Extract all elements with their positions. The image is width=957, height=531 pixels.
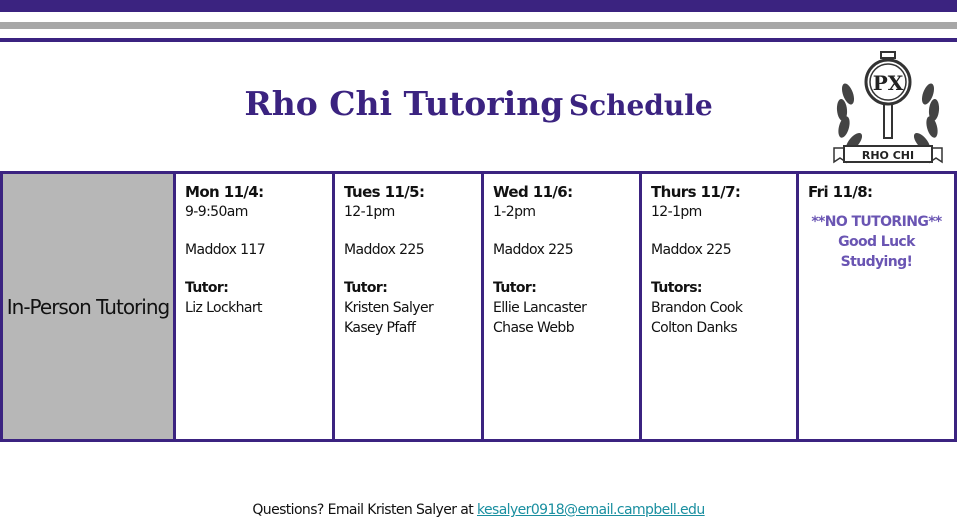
tutor-name: Chase Webb bbox=[493, 320, 574, 336]
logo-monogram: PX bbox=[872, 71, 904, 95]
tutor-name: Kristen Salyer bbox=[344, 300, 434, 316]
day-label: Wed 11/6: bbox=[493, 183, 573, 201]
top-thin-purple-bar bbox=[0, 38, 957, 42]
day-label: Fri 11/8: bbox=[808, 183, 873, 201]
room-label: Maddox 225 bbox=[493, 242, 574, 258]
room-label: Maddox 225 bbox=[651, 242, 732, 258]
time-label: 12-1pm bbox=[344, 204, 395, 220]
tutor-heading: Tutor: bbox=[344, 280, 388, 296]
day-cell-wed bbox=[484, 174, 642, 439]
page-title bbox=[0, 84, 957, 123]
room-label: Maddox 225 bbox=[344, 242, 425, 258]
rho-chi-logo bbox=[826, 44, 950, 168]
tutor-name: Colton Danks bbox=[651, 320, 738, 336]
tutor-name: Liz Lockhart bbox=[185, 300, 262, 316]
day-cell-tue bbox=[335, 174, 484, 439]
day-label: Mon 11/4: bbox=[185, 183, 264, 201]
logo-text: RHO CHI bbox=[861, 149, 915, 162]
tutor-heading: Tutor: bbox=[185, 280, 229, 296]
title-sub: Schedule bbox=[568, 89, 713, 122]
time-label: 12-1pm bbox=[651, 204, 702, 220]
tutor-heading: Tutor: bbox=[493, 280, 537, 296]
note-line-1: **NO TUTORING** bbox=[811, 214, 942, 230]
day-label: Tues 11/5: bbox=[344, 183, 425, 201]
tutor-name: Brandon Cook bbox=[651, 300, 743, 316]
room-label: Maddox 117 bbox=[185, 242, 266, 258]
time-label: 9-9:50am bbox=[185, 204, 248, 220]
tutor-name: Kasey Pfaff bbox=[344, 320, 416, 336]
row-header bbox=[0, 174, 176, 439]
note-line-2: Good Luck Studying! bbox=[838, 234, 915, 270]
row-label: In-Person Tutoring bbox=[6, 294, 170, 319]
day-cell-mon bbox=[176, 174, 335, 439]
tutor-name: Ellie Lancaster bbox=[493, 300, 587, 316]
footer bbox=[0, 502, 957, 518]
day-label: Thurs 11/7: bbox=[651, 183, 741, 201]
title-main: Rho Chi Tutoring bbox=[244, 84, 564, 123]
schedule-table bbox=[0, 171, 957, 442]
email-link[interactable]: kesalyer0918@email.campbell.edu bbox=[476, 502, 705, 518]
time-label: 1-2pm bbox=[493, 204, 536, 220]
day-cell-thu bbox=[642, 174, 799, 439]
top-purple-bar bbox=[0, 0, 957, 12]
no-tutoring-note bbox=[808, 212, 945, 272]
day-cell-fri bbox=[799, 174, 957, 439]
top-gray-bar bbox=[0, 22, 957, 29]
footer-text: Questions? Email Kristen Salyer at bbox=[252, 502, 477, 518]
tutor-heading: Tutors: bbox=[651, 280, 702, 296]
